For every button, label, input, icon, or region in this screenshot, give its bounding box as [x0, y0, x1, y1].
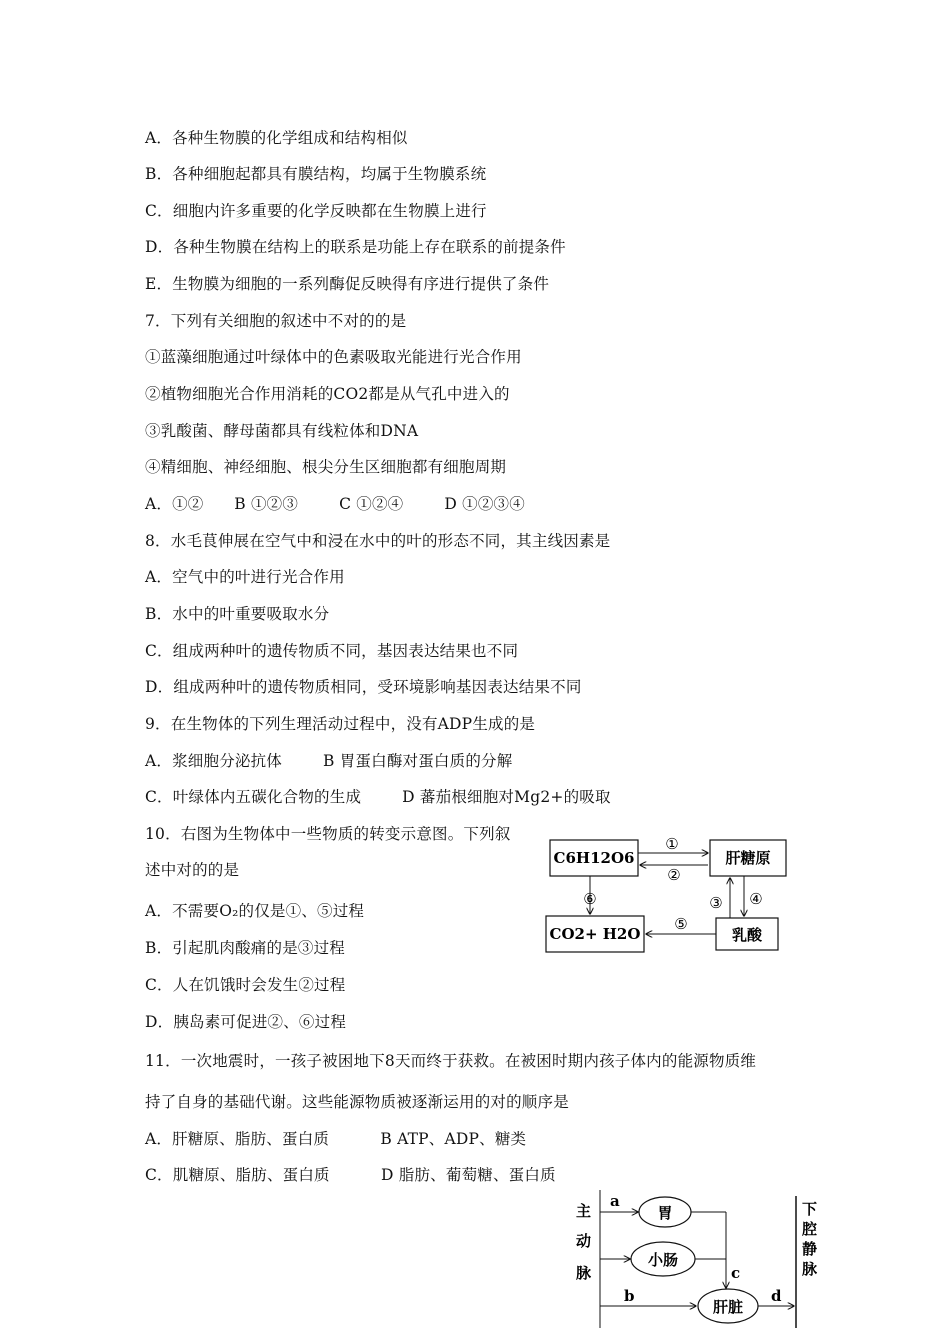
- text-line: A．①② B ①②③ C ①②④ D ①②③④: [145, 495, 525, 513]
- text-line: 10．右图为生物体中一些物质的转变示意图。下列叙: [145, 825, 511, 843]
- flow-label-a: a: [610, 1192, 620, 1210]
- artery-label-3: 脉: [576, 1264, 592, 1282]
- glucose-label: C6H12O6: [553, 849, 635, 867]
- vein-label-2: 腔: [802, 1220, 818, 1238]
- text-line: ②植物细胞光合作用消耗的CO2都是从气孔中进入的: [145, 385, 510, 403]
- text-line: A．空气中的叶进行光合作用: [145, 568, 345, 586]
- arrow-label-2: ②: [667, 866, 681, 884]
- blood-flow-diagram: [568, 1184, 828, 1334]
- flow-label-c: c: [731, 1264, 741, 1282]
- text-line: C．肌糖原、脂肪、蛋白质 D 脂肪、葡萄糖、蛋白质: [145, 1166, 556, 1184]
- lactate-label: 乳酸: [731, 926, 763, 944]
- text-line: ④精细胞、神经细胞、根尖分生区细胞都有细胞周期: [145, 458, 507, 476]
- flow-label-d: d: [771, 1287, 782, 1305]
- text-line: B．引起肌肉酸痛的是③过程: [145, 939, 345, 957]
- text-line: 7．下列有关细胞的叙述中不对的的是: [145, 312, 407, 330]
- vein-label-4: 脉: [802, 1260, 818, 1278]
- stomach-label: 胃: [657, 1204, 673, 1222]
- arrow-label-4: ④: [749, 890, 763, 908]
- text-line: 述中对的的是: [145, 861, 240, 879]
- arrow-label-1: ①: [665, 835, 679, 853]
- text-line: ③乳酸菌、酵母菌都具有线粒体和DNA: [145, 422, 419, 440]
- artery-label-1: 主: [576, 1202, 592, 1220]
- vein-label-3: 静: [802, 1240, 818, 1258]
- text-line: E．生物膜为细胞的一系列酶促反映得有序进行提供了条件: [145, 275, 550, 293]
- text-line: B．水中的叶重要吸取水分: [145, 605, 330, 623]
- text-line: D．各种生物膜在结构上的联系是功能上存在联系的前提条件: [145, 238, 566, 256]
- text-line: B．各种细胞起都具有膜结构，均属于生物膜系统: [145, 165, 487, 183]
- artery-label-2: 动: [576, 1232, 592, 1250]
- text-line: A．浆细胞分泌抗体 B 胃蛋白酶对蛋白质的分解: [145, 752, 513, 770]
- text-line: D．组成两种叶的遗传物质相同，受环境影响基因表达结果不同: [145, 678, 582, 696]
- glycogen-label: 肝糖原: [725, 849, 771, 867]
- arrow-label-6: ⑥: [583, 890, 597, 908]
- arrow-label-5: ⑤: [674, 915, 688, 933]
- intestine-label: 小肠: [647, 1251, 679, 1269]
- text-line: A．肝糖原、脂肪、蛋白质 B ATP、ADP、糖类: [145, 1130, 527, 1148]
- text-line: 11．一次地震时，一孩子被困地下8天而终于获救。在被困时期内孩子体内的能源物质维: [145, 1052, 757, 1070]
- text-line: A．不需要O₂的仅是①、⑤过程: [145, 902, 365, 920]
- text-line: 9．在生物体的下列生理活动过程中，没有ADP生成的是: [145, 715, 536, 733]
- text-line: C．组成两种叶的遗传物质不同，基因表达结果也不同: [145, 642, 519, 660]
- flow-label-b: b: [624, 1287, 635, 1305]
- text-line: C．人在饥饿时会发生②过程: [145, 976, 346, 994]
- text-line: 持了自身的基础代谢。这些能源物质被逐渐运用的对的顺序是: [145, 1093, 569, 1111]
- text-line: 8．水毛茛伸展在空气中和浸在水中的叶的形态不同，其主线因素是: [145, 532, 611, 550]
- text-line: C．细胞内许多重要的化学反映都在生物膜上进行: [145, 202, 487, 220]
- conversion-diagram: [540, 832, 800, 962]
- text-line: C．叶绿体内五碳化合物的生成 D 蕃茄根细胞对Mg2+的吸取: [145, 788, 611, 806]
- liver-label: 肝脏: [712, 1298, 744, 1316]
- water-label: CO2+ H2O: [549, 925, 641, 943]
- text-line: ①蓝藻细胞通过叶绿体中的色素吸取光能进行光合作用: [145, 348, 522, 366]
- text-line: D．胰岛素可促进②、⑥过程: [145, 1013, 347, 1031]
- vein-label-1: 下: [802, 1200, 818, 1218]
- text-line: A．各种生物膜的化学组成和结构相似: [145, 129, 408, 147]
- arrow-label-3: ③: [709, 894, 723, 912]
